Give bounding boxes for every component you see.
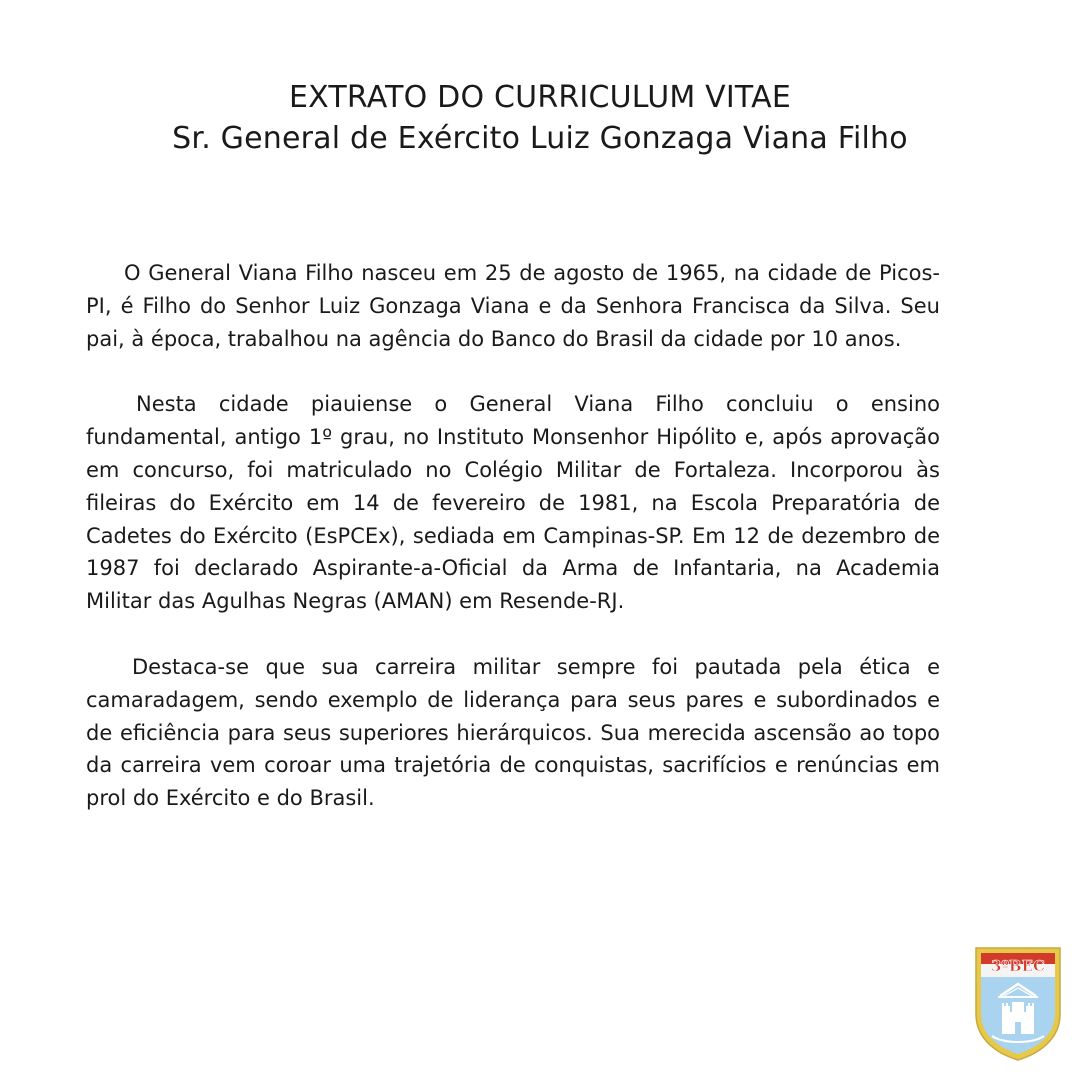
document-body bbox=[86, 257, 940, 815]
shield-emblem-icon bbox=[972, 944, 1064, 1062]
title-line-1: EXTRATO DO CURRICULUM VITAE bbox=[288, 80, 792, 115]
paragraph-3: Destaca-se que sua carreira militar sempre foi pautada pela ética e camaradagem, sendo exemplo de liderança para seus pares e subordinados e de eficiência para seus superiores hierárquicos. Sua merecida ascensão ao topo da carreira vem coroar uma trajetória de conquistas, sacrifícios e renúncias em prol do Exército e do Brasil. bbox=[86, 654, 940, 811]
emblem-text: 3ºBEC bbox=[991, 957, 1045, 975]
paragraph-1: O General Viana Filho nasceu em 25 de agosto de 1965, na cidade de Picos-PI, é Filho do Senhor Luiz Gonzaga Viana e da Senhora Francisca da Silva. Seu pai, à época, trabalhou na agência do Banco do Brasil da cidade por 10 anos. bbox=[86, 261, 940, 351]
document-title bbox=[0, 78, 1080, 160]
paragraph-2: Nesta cidade piauiense o General Viana Filho concluiu o ensino fundamental, antigo 1º grau, no Instituto Monsenhor Hipólito e, após aprovação em concurso, foi matriculado no Colégio Militar de Fortaleza. Incorporou às fileiras do Exército em 14 de fevereiro de 1981, na Escola Preparatória de Cadetes do Exército (EsPCEx), sediada em Campinas-SP. Em 12 de dezembro de 1987 foi declarado Aspirante-a-Oficial da Arma de Infantaria, na Academia Militar das Agulhas Negras (AMAN) em Resende-RJ. bbox=[86, 392, 940, 614]
unit-emblem bbox=[972, 944, 1064, 1062]
title-line-2: Sr. General de Exército Luiz Gonzaga Viana Filho bbox=[172, 121, 908, 156]
